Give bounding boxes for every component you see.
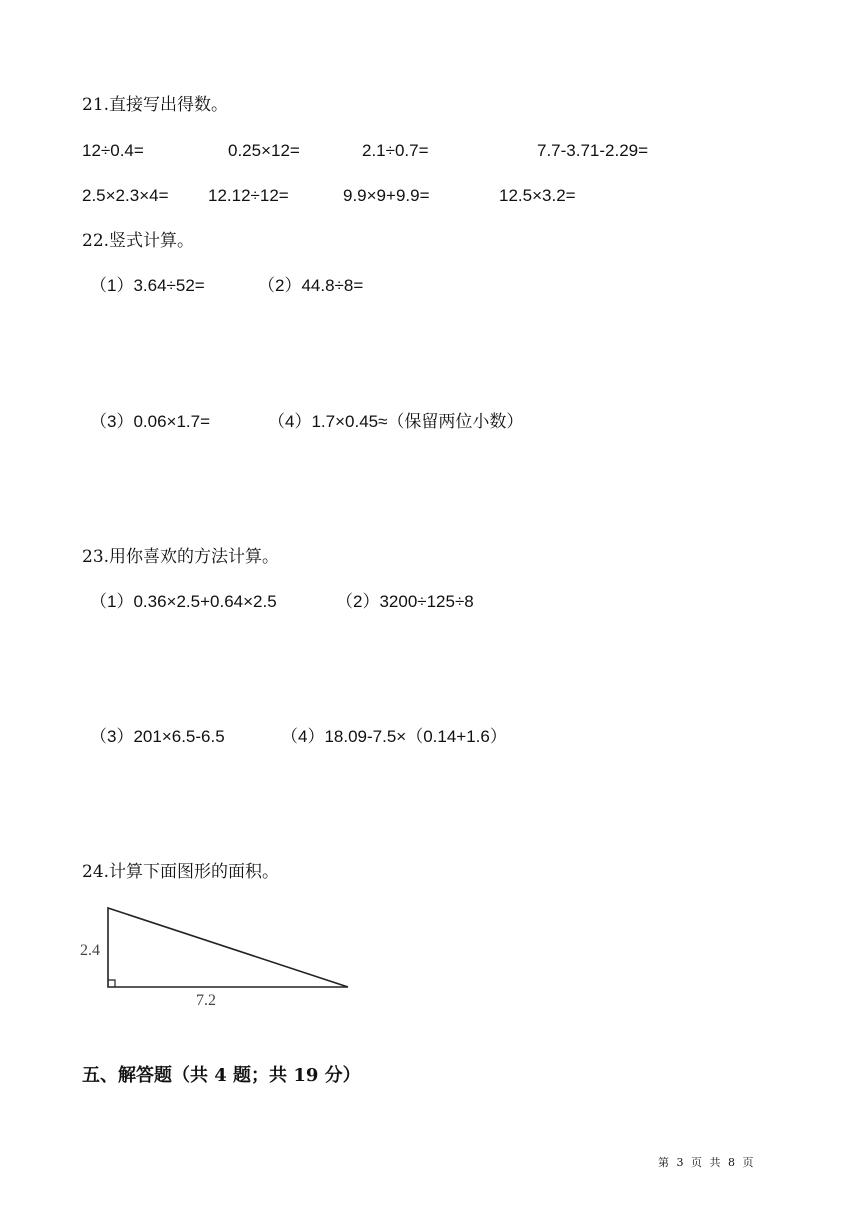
q22-item-4: （4）1.7×0.45≈（保留两位小数） [268, 412, 524, 431]
q22-item-1: （1）3.64÷52= [90, 276, 205, 295]
q21-item-3: 2.1÷0.7= [362, 141, 429, 160]
q23-item-2: （2）3200÷125÷8 [336, 592, 474, 611]
q21-item-7: 9.9×9+9.9= [343, 186, 430, 205]
height-label: 2.4 [80, 942, 100, 959]
q22-item-2: （2）44.8÷8= [258, 276, 364, 295]
q21-item-1: 12÷0.4= [82, 141, 144, 160]
q21-item-6: 12.12÷12= [208, 186, 289, 205]
triangle-shape [108, 908, 348, 987]
q21-item-5: 2.5×2.3×4= [82, 186, 169, 205]
q23-item-4: （4）18.09-7.5×（0.14+1.6） [281, 727, 507, 746]
section-5-heading: 五、解答题（共 4 题；共 19 分） [82, 1065, 361, 1086]
q23-item-1: （1）0.36×2.5+0.64×2.5 [90, 592, 277, 611]
q24-title: 24.计算下面图形的面积。 [82, 862, 280, 882]
right-angle-marker [108, 980, 115, 987]
q22-title: 22.竖式计算。 [82, 231, 195, 251]
q23-title: 23.用你喜欢的方法计算。 [82, 547, 280, 567]
q21-item-2: 0.25×12= [228, 141, 300, 160]
base-label: 7.2 [196, 992, 216, 1009]
q22-item-3: （3）0.06×1.7= [90, 412, 211, 431]
right-triangle-figure [74, 898, 364, 1014]
q23-item-3: （3）201×6.5-6.5 [90, 727, 225, 746]
q21-item-4: 7.7-3.71-2.29= [537, 141, 649, 160]
page-number: 第 3 页 共 8 页 [658, 1156, 756, 1169]
q21-title: 21.直接写出得数。 [82, 95, 229, 115]
q21-item-8: 12.5×3.2= [499, 186, 576, 205]
